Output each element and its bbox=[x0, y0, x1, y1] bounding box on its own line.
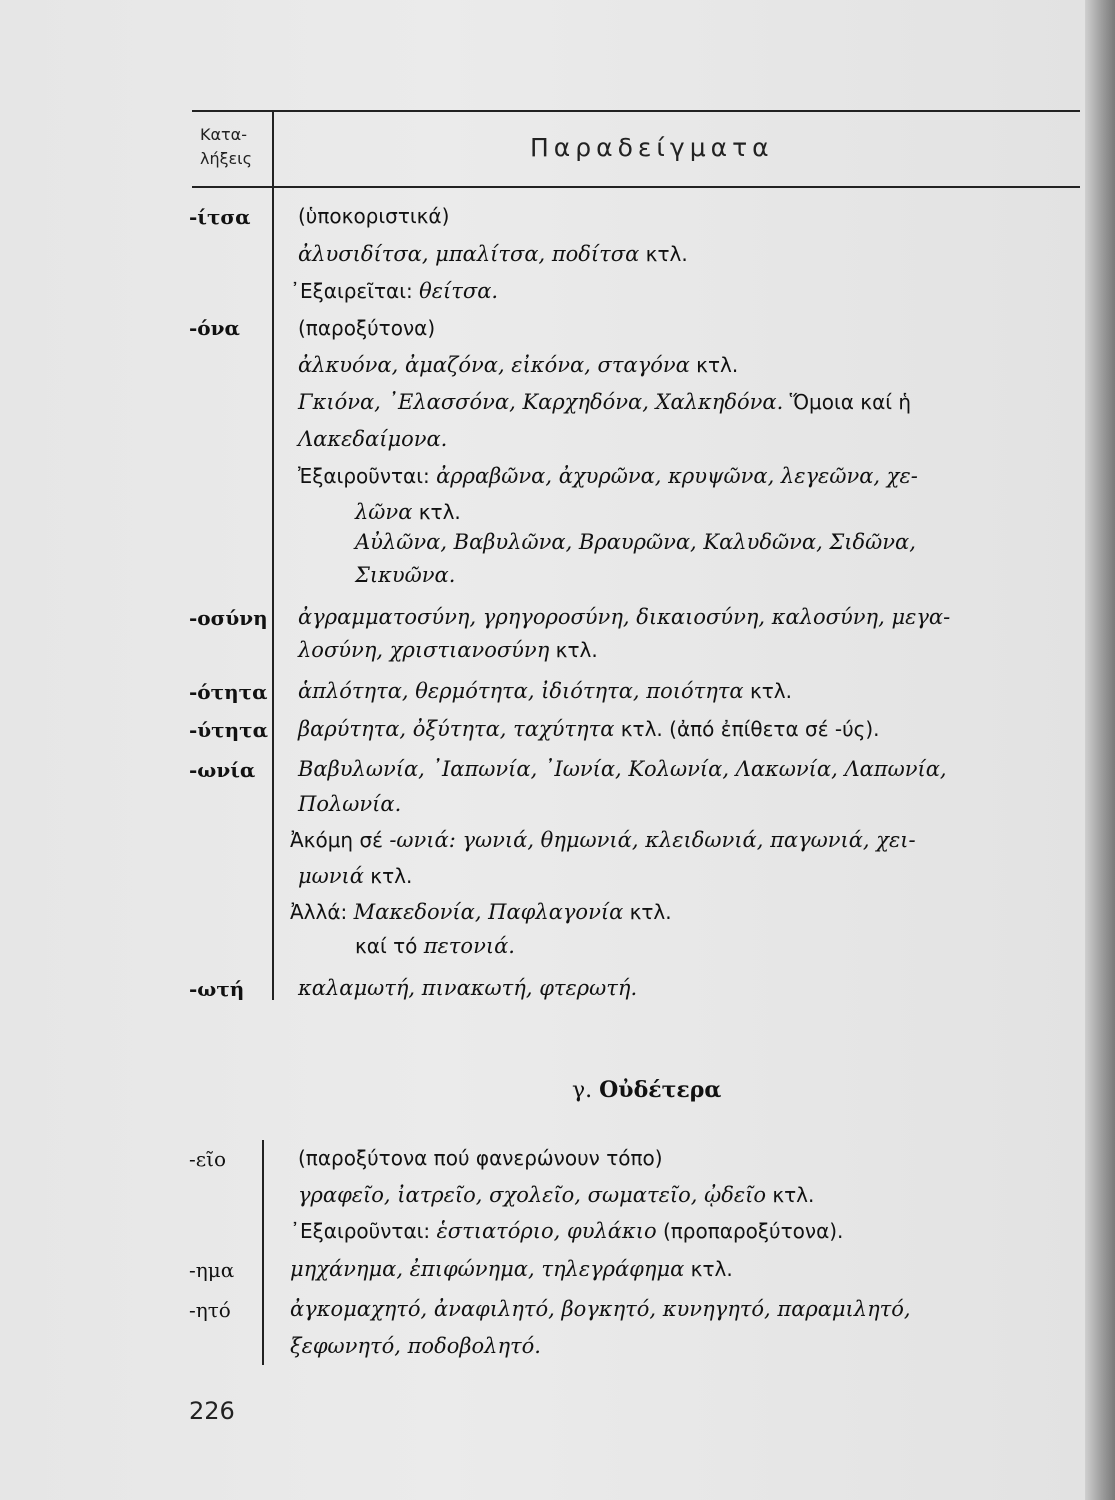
row-line: ἀγραμματοσύνη, γρηγοροσύνη, δικαιοσύνη, καλοσύνη, μεγα- bbox=[298, 605, 951, 629]
row-line: μωνιά κτλ. bbox=[298, 864, 413, 888]
row-line: Ἐξαιροῦνται: ἀρραβῶνα, ἀχυρῶνα, κρυψῶνα, λεγεῶνα, χε- bbox=[298, 464, 918, 488]
row-line: ξεφωνητό, ποδοβολητό. bbox=[290, 1334, 541, 1358]
section-heading-neuter: γ. Οὐδέτερα bbox=[572, 1077, 722, 1103]
row-line: Πολωνία. bbox=[298, 792, 402, 816]
page-number: 226 bbox=[189, 1397, 235, 1425]
row-line: ᾿Εξαιροῦνται: ἑστιατόριο, φυλάκιο (προπαροξύτονα). bbox=[290, 1219, 844, 1243]
row-line: Βαβυλωνία, ᾿Ιαπωνία, ᾿Ιωνία, Κολωνία, Λακωνία, Λαπωνία, bbox=[298, 757, 947, 781]
ending-itsa: -ίτσα bbox=[189, 205, 251, 229]
header-examples-title: Παραδείγματα bbox=[530, 133, 774, 162]
row-line: Λακεδαίμονα. bbox=[298, 427, 448, 451]
row-line: Γκιόνα, ᾿Ελασσόνα, Καρχηδόνα, Χαλκηδόνα. Ὅμοια καί ἡ bbox=[298, 390, 912, 414]
row-line: ἀγκομαχητό, ἀναφιλητό, βογκητό, κυνηγητό, παραμιλητό, bbox=[290, 1297, 911, 1321]
header-endings-line2: λήξεις bbox=[200, 149, 252, 168]
row-line: ἁπλότητα, θερμότητα, ἰδιότητα, ποιότητα κτλ. bbox=[298, 679, 792, 703]
row-line: γραφεῖο, ἰατρεῖο, σχολεῖο, σωματεῖο, ᾠδεῖο κτλ. bbox=[298, 1183, 815, 1207]
row-line: Ἀκόμη σέ -ωνιά: γωνιά, θημωνιά, κλειδωνιά, παγωνιά, χει- bbox=[290, 828, 916, 852]
book-spine-shadow bbox=[1085, 0, 1115, 1500]
ending-eio: -εῖο bbox=[189, 1147, 227, 1171]
row-line: λῶνα κτλ. bbox=[355, 500, 461, 524]
table-top-rule bbox=[192, 110, 1080, 112]
row-line: ἀλκυόνα, ἀμαζόνα, εἰκόνα, σταγόνα κτλ. bbox=[298, 353, 739, 377]
row-line: (ὑποκοριστικά) bbox=[298, 204, 450, 228]
row-line: (παροξύτονα πού φανερώνουν τόπο) bbox=[298, 1146, 663, 1170]
table-column-divider bbox=[272, 110, 274, 1000]
ending-oti: -ωτή bbox=[189, 977, 245, 1001]
row-line: Ἀλλά: Μακεδονία, Παφλαγονία κτλ. bbox=[290, 900, 672, 924]
row-line: Αὐλῶνα, Βαβυλῶνα, Βραυρῶνα, Καλυδῶνα, Σιδῶνα, bbox=[355, 530, 916, 554]
ending-ytita: -ύτητα bbox=[189, 718, 269, 742]
row-line: μηχάνημα, ἐπιφώνημα, τηλεγράφημα κτλ. bbox=[290, 1257, 733, 1281]
row-line: βαρύτητα, ὀξύτητα, ταχύτητα κτλ. (ἀπό ἐπίθετα σέ -ύς). bbox=[298, 717, 880, 741]
table-header-rule bbox=[192, 186, 1080, 188]
header-endings-line1: Κατα- bbox=[200, 125, 247, 144]
ending-ima: -ημα bbox=[189, 1258, 235, 1282]
row-line: ἀλυσιδίτσα, μπαλίτσα, ποδίτσα κτλ. bbox=[298, 242, 688, 266]
row-line: καλαμωτή, πινακωτή, φτερωτή. bbox=[298, 976, 638, 1000]
ending-onia: -ωνία bbox=[189, 758, 256, 782]
table-column-divider-lower bbox=[262, 1140, 264, 1365]
row-line: λοσύνη, χριστιανοσύνη κτλ. bbox=[298, 638, 598, 662]
ending-ona: -όνα bbox=[189, 316, 240, 340]
ending-ito: -ητό bbox=[189, 1298, 231, 1322]
ending-osyni: -οσύνη bbox=[189, 606, 268, 630]
row-line: καί τό πετονιά. bbox=[355, 934, 515, 958]
row-line: (παροξύτονα) bbox=[298, 316, 436, 340]
row-line: Σικυῶνα. bbox=[355, 563, 456, 587]
row-line: ᾿Εξαιρεῖται: θείτσα. bbox=[290, 279, 499, 303]
ending-otita: -ότητα bbox=[189, 680, 268, 704]
